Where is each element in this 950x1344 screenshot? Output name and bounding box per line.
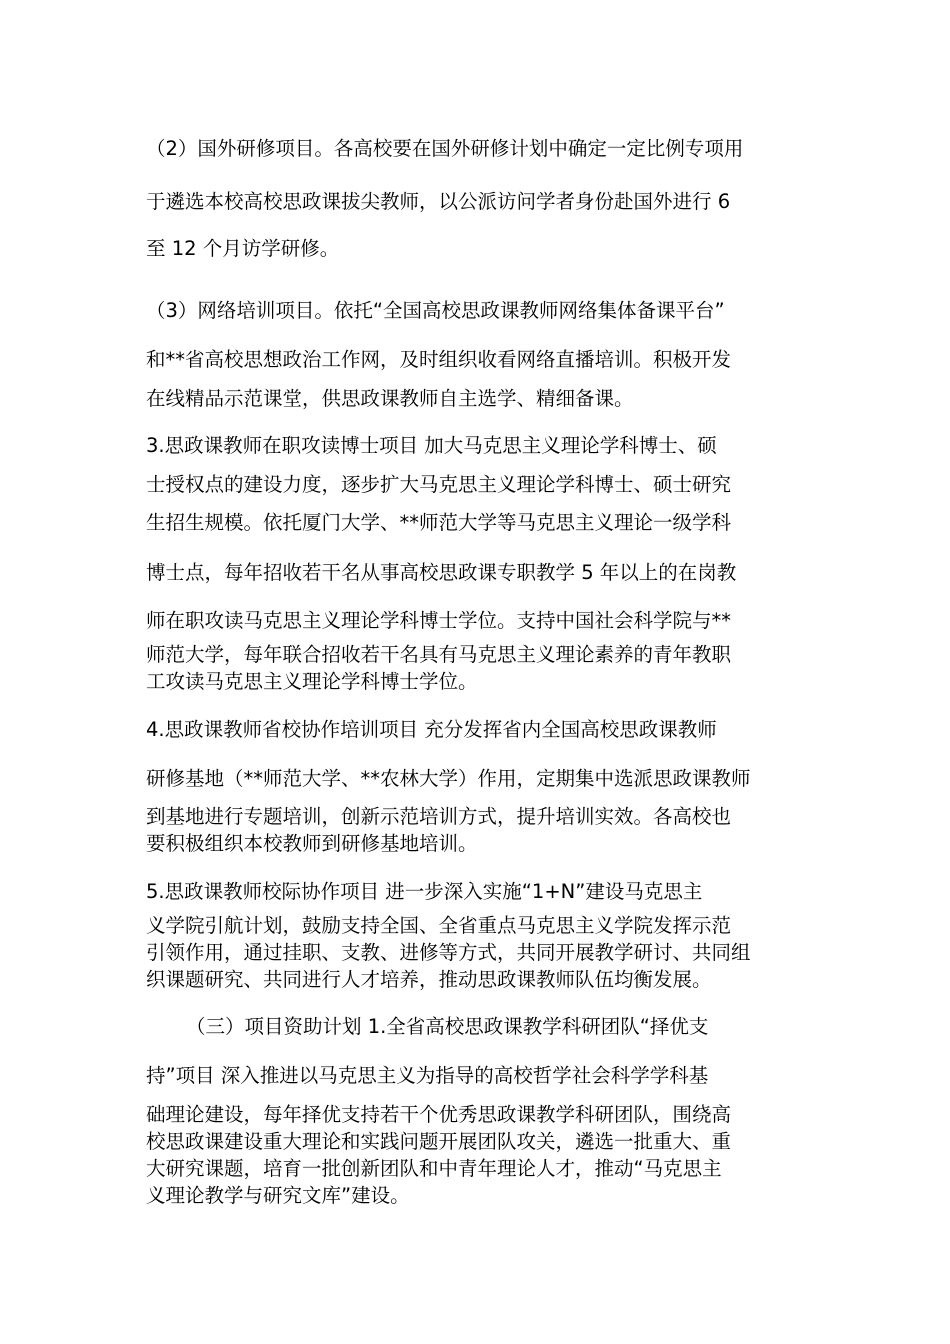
body-text-line: （2）国外研修项目。各高校要在国外研修计划中确定一定比例专项用 bbox=[146, 137, 744, 160]
body-text-line: 在线精品示范课堂，供思政课教师自主选学、精细备课。 bbox=[146, 387, 634, 410]
body-text-line: 博士点，每年招收若干名从事高校思政课专职教学 5 年以上的在岗教 bbox=[146, 561, 737, 584]
body-text-line: 和**省高校思想政治工作网，及时组织收看网络直播培训。积极开发 bbox=[146, 348, 732, 371]
body-text-line: 至 12 个月访学研修。 bbox=[146, 237, 340, 260]
body-text-line: 师范大学，每年联合招收若干名具有马克思主义理论素养的青年教职 bbox=[146, 643, 732, 666]
body-text-line: 生招生规模。依托厦门大学、**师范大学等马克思主义理论一级学科 bbox=[146, 511, 732, 534]
body-text-line: 于遴选本校高校思政课拔尖教师，以公派访问学者身份赴国外进行 6 bbox=[146, 190, 731, 213]
body-text-line: 持”项目 深入推进以马克思主义为指导的高校哲学社会科学学科基 bbox=[146, 1064, 709, 1087]
body-text-line: 工攻读马克思主义理论学科博士学位。 bbox=[146, 670, 478, 693]
body-text-line: （3）网络培训项目。依托“全国高校思政课教师网络集体备课平台” bbox=[146, 299, 725, 322]
body-text-line: 要积极组织本校教师到研修基地培训。 bbox=[146, 832, 478, 855]
body-text-line: 引领作用，通过挂职、支教、进修等方式，共同开展教学研讨、共同组 bbox=[146, 941, 751, 964]
body-text-line: 4.思政课教师省校协作培训项目 充分发挥省内全国高校思政课教师 bbox=[146, 718, 717, 741]
body-text-line: 础理论建设，每年择优支持若干个优秀思政课教学科研团队，围绕高 bbox=[146, 1103, 732, 1126]
body-text-line: 到基地进行专题培训，创新示范培训方式，提升培训实效。各高校也 bbox=[146, 805, 732, 828]
body-text-line: 织课题研究、共同进行人才培养，推动思政课教师队伍均衡发展。 bbox=[146, 968, 712, 991]
section-heading-line: （三）项目资助计划 1.全省高校思政课教学科研团队“择优支 bbox=[186, 1015, 709, 1038]
body-text-line: 士授权点的建设力度，逐步扩大马克思主义理论学科博士、硕士研究 bbox=[146, 473, 732, 496]
body-text-line: 3.思政课教师在职攻读博士项目 加大马克思主义理论学科博士、硕 bbox=[146, 434, 717, 457]
body-text-line: 5.思政课教师校际协作项目 进一步深入实施“1+N”建设马克思主 bbox=[146, 880, 703, 903]
body-text-line: 义理论教学与研究文库”建设。 bbox=[146, 1184, 410, 1207]
body-text-line: 师在职攻读马克思主义理论学科博士学位。支持中国社会科学院与** bbox=[146, 609, 732, 632]
body-text-line: 大研究课题，培育一批创新团队和中青年理论人才，推动“马克思主 bbox=[146, 1157, 722, 1180]
body-text-line: 研修基地（**师范大学、**农林大学）作用，定期集中选派思政课教师 bbox=[146, 767, 751, 790]
body-text-line: 义学院引航计划，鼓励支持全国、全省重点马克思主义学院发挥示范 bbox=[146, 914, 732, 937]
body-text-line: 校思政课建设重大理论和实践问题开展团队攻关，遴选一批重大、重 bbox=[146, 1130, 732, 1153]
